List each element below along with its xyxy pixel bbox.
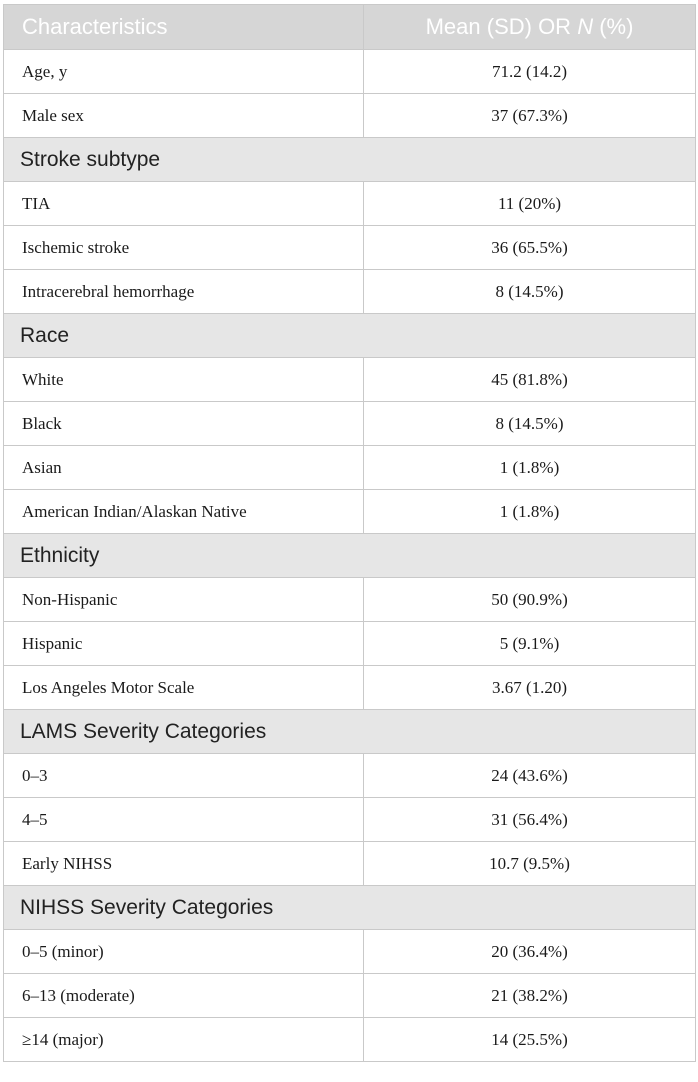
row-label: White [4, 358, 364, 402]
section-label: LAMS Severity Categories [4, 710, 696, 754]
row-value: 1 (1.8%) [364, 490, 696, 534]
table-row [4, 666, 696, 710]
row-label: 0–3 [4, 754, 364, 798]
row-label: ≥14 (major) [4, 1018, 364, 1062]
table-row [4, 798, 696, 842]
section-label: Stroke subtype [4, 138, 696, 182]
characteristics-table [3, 4, 696, 1062]
table-row [4, 358, 696, 402]
row-value: 8 (14.5%) [364, 270, 696, 314]
header-characteristics: Characteristics [4, 5, 364, 50]
section-label: NIHSS Severity Categories [4, 886, 696, 930]
row-label: Ischemic stroke [4, 226, 364, 270]
table-row [4, 270, 696, 314]
row-value: 31 (56.4%) [364, 798, 696, 842]
row-label: Hispanic [4, 622, 364, 666]
row-value: 36 (65.5%) [364, 226, 696, 270]
row-value: 71.2 (14.2) [364, 50, 696, 94]
header-value-n: N [577, 14, 594, 39]
section-label: Race [4, 314, 696, 358]
row-label: Los Angeles Motor Scale [4, 666, 364, 710]
table-row [4, 50, 696, 94]
table-row [4, 402, 696, 446]
row-label: 4–5 [4, 798, 364, 842]
row-value: 11 (20%) [364, 182, 696, 226]
row-value: 1 (1.8%) [364, 446, 696, 490]
row-value: 24 (43.6%) [364, 754, 696, 798]
header-value [364, 5, 696, 50]
row-label: Black [4, 402, 364, 446]
table-header-row [4, 5, 696, 50]
table-row [4, 226, 696, 270]
row-value: 14 (25.5%) [364, 1018, 696, 1062]
row-value: 50 (90.9%) [364, 578, 696, 622]
row-label: Non-Hispanic [4, 578, 364, 622]
row-value: 45 (81.8%) [364, 358, 696, 402]
header-value-prefix: Mean (SD) OR [425, 14, 578, 39]
section-row [4, 534, 696, 578]
row-label: Early NIHSS [4, 842, 364, 886]
table-row [4, 94, 696, 138]
row-label: Asian [4, 446, 364, 490]
section-row [4, 710, 696, 754]
section-row [4, 138, 696, 182]
table-row [4, 1018, 696, 1062]
table-row [4, 182, 696, 226]
section-row [4, 314, 696, 358]
row-label: Male sex [4, 94, 364, 138]
section-label: Ethnicity [4, 534, 696, 578]
row-label: TIA [4, 182, 364, 226]
header-value-suffix: (%) [593, 14, 634, 39]
table-row [4, 490, 696, 534]
table-row [4, 974, 696, 1018]
row-value: 5 (9.1%) [364, 622, 696, 666]
table-row [4, 930, 696, 974]
section-row [4, 886, 696, 930]
row-label: American Indian/Alaskan Native [4, 490, 364, 534]
row-label: Age, y [4, 50, 364, 94]
table-row [4, 446, 696, 490]
table-row [4, 842, 696, 886]
row-value: 3.67 (1.20) [364, 666, 696, 710]
table-row [4, 578, 696, 622]
row-value: 8 (14.5%) [364, 402, 696, 446]
table-body [4, 50, 696, 1062]
row-label: Intracerebral hemorrhage [4, 270, 364, 314]
table-row [4, 754, 696, 798]
table-row [4, 622, 696, 666]
row-label: 0–5 (minor) [4, 930, 364, 974]
row-value: 10.7 (9.5%) [364, 842, 696, 886]
row-value: 20 (36.4%) [364, 930, 696, 974]
row-value: 37 (67.3%) [364, 94, 696, 138]
row-value: 21 (38.2%) [364, 974, 696, 1018]
row-label: 6–13 (moderate) [4, 974, 364, 1018]
